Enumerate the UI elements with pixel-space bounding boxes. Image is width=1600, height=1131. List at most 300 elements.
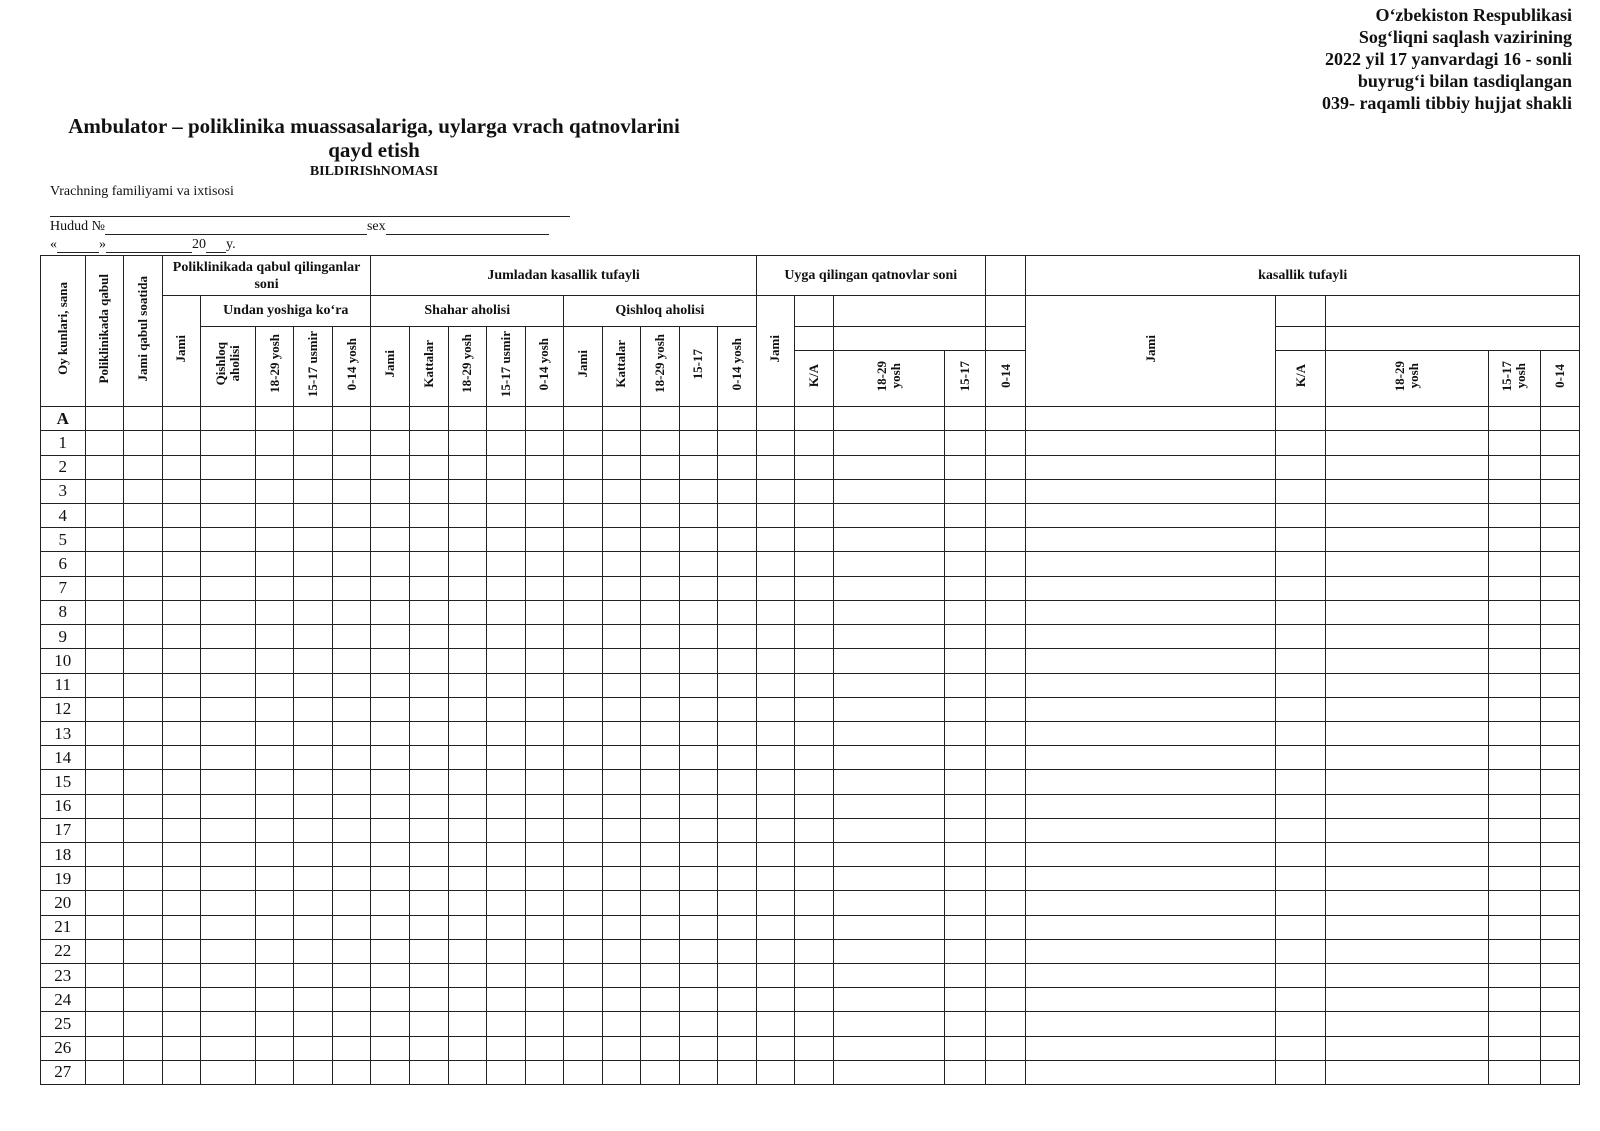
- table-cell[interactable]: [448, 818, 487, 842]
- table-cell[interactable]: [255, 625, 294, 649]
- table-cell[interactable]: [85, 770, 124, 794]
- table-cell[interactable]: [641, 891, 680, 915]
- table-cell[interactable]: [1026, 455, 1275, 479]
- table-cell[interactable]: [85, 842, 124, 866]
- table-cell[interactable]: [679, 939, 718, 963]
- table-cell[interactable]: [641, 552, 680, 576]
- table-cell[interactable]: [255, 939, 294, 963]
- table-cell[interactable]: [718, 697, 757, 721]
- table-cell[interactable]: [641, 455, 680, 479]
- table-cell[interactable]: [718, 842, 757, 866]
- table-cell[interactable]: [124, 455, 163, 479]
- table-cell[interactable]: [564, 963, 603, 987]
- table-cell[interactable]: [1488, 479, 1541, 503]
- date-month-field[interactable]: [106, 239, 192, 253]
- table-cell[interactable]: [795, 431, 834, 455]
- table-cell[interactable]: [756, 891, 795, 915]
- table-cell[interactable]: [564, 625, 603, 649]
- table-cell[interactable]: [1326, 842, 1488, 866]
- table-cell[interactable]: [718, 528, 757, 552]
- table-cell[interactable]: [294, 891, 333, 915]
- table-cell[interactable]: [985, 673, 1026, 697]
- table-cell[interactable]: [201, 600, 256, 624]
- table-cell[interactable]: [945, 479, 986, 503]
- table-cell[interactable]: [564, 455, 603, 479]
- table-cell[interactable]: [1275, 988, 1326, 1012]
- table-cell[interactable]: [833, 697, 945, 721]
- table-cell[interactable]: [332, 867, 371, 891]
- table-cell[interactable]: [795, 794, 834, 818]
- table-cell[interactable]: [679, 746, 718, 770]
- table-cell[interactable]: [679, 431, 718, 455]
- table-cell[interactable]: [679, 625, 718, 649]
- table-cell[interactable]: [833, 721, 945, 745]
- table-cell[interactable]: [795, 770, 834, 794]
- table-cell[interactable]: [1541, 891, 1580, 915]
- table-cell[interactable]: [756, 1060, 795, 1084]
- table-cell[interactable]: [795, 867, 834, 891]
- table-cell[interactable]: [85, 576, 124, 600]
- table-cell[interactable]: [409, 673, 448, 697]
- table-cell[interactable]: [985, 963, 1026, 987]
- table-cell[interactable]: [255, 455, 294, 479]
- table-cell[interactable]: [162, 988, 201, 1012]
- table-cell[interactable]: [1488, 1060, 1541, 1084]
- table-cell[interactable]: [833, 576, 945, 600]
- table-cell[interactable]: [795, 746, 834, 770]
- table-cell[interactable]: [124, 915, 163, 939]
- table-cell[interactable]: [201, 794, 256, 818]
- table-cell[interactable]: [85, 673, 124, 697]
- table-cell[interactable]: [525, 552, 564, 576]
- table-cell[interactable]: [756, 552, 795, 576]
- table-cell[interactable]: [945, 867, 986, 891]
- table-cell[interactable]: [1026, 625, 1275, 649]
- table-cell[interactable]: [201, 1036, 256, 1060]
- table-cell[interactable]: [124, 1012, 163, 1036]
- table-cell[interactable]: [201, 504, 256, 528]
- table-cell[interactable]: [255, 915, 294, 939]
- table-cell[interactable]: [945, 794, 986, 818]
- table-cell[interactable]: [1275, 528, 1326, 552]
- table-cell[interactable]: [641, 1012, 680, 1036]
- table-cell[interactable]: [1488, 818, 1541, 842]
- table-cell[interactable]: [371, 431, 410, 455]
- table-cell[interactable]: [756, 1036, 795, 1060]
- table-cell[interactable]: [679, 818, 718, 842]
- table-cell[interactable]: [641, 721, 680, 745]
- table-cell[interactable]: [833, 625, 945, 649]
- table-cell[interactable]: [487, 479, 526, 503]
- table-cell[interactable]: [1326, 431, 1488, 455]
- table-cell[interactable]: [201, 939, 256, 963]
- table-cell[interactable]: [487, 576, 526, 600]
- table-cell[interactable]: [294, 455, 333, 479]
- table-cell[interactable]: [201, 891, 256, 915]
- table-cell[interactable]: [602, 1012, 641, 1036]
- table-cell[interactable]: [487, 455, 526, 479]
- table-cell[interactable]: [1326, 1036, 1488, 1060]
- table-cell[interactable]: [756, 528, 795, 552]
- table-cell[interactable]: [1488, 649, 1541, 673]
- table-cell[interactable]: [487, 1060, 526, 1084]
- table-cell[interactable]: [795, 625, 834, 649]
- table-cell[interactable]: [124, 528, 163, 552]
- table-cell[interactable]: [564, 746, 603, 770]
- table-cell[interactable]: [564, 867, 603, 891]
- table-cell[interactable]: [85, 697, 124, 721]
- table-cell[interactable]: [833, 455, 945, 479]
- table-cell[interactable]: [945, 576, 986, 600]
- date-day-field[interactable]: [57, 239, 99, 253]
- table-cell[interactable]: [564, 794, 603, 818]
- table-cell[interactable]: [1275, 867, 1326, 891]
- table-cell[interactable]: [602, 818, 641, 842]
- table-cell[interactable]: [679, 697, 718, 721]
- table-cell[interactable]: [294, 794, 333, 818]
- table-cell[interactable]: [124, 818, 163, 842]
- table-cell[interactable]: [201, 528, 256, 552]
- table-cell[interactable]: [487, 794, 526, 818]
- table-cell[interactable]: [564, 673, 603, 697]
- table-cell[interactable]: [602, 455, 641, 479]
- table-cell[interactable]: [162, 576, 201, 600]
- table-cell[interactable]: [833, 770, 945, 794]
- table-cell[interactable]: [718, 479, 757, 503]
- table-cell[interactable]: [1275, 697, 1326, 721]
- table-cell[interactable]: [945, 625, 986, 649]
- table-cell[interactable]: [985, 721, 1026, 745]
- table-cell[interactable]: [795, 649, 834, 673]
- table-cell[interactable]: [371, 455, 410, 479]
- table-cell[interactable]: [833, 963, 945, 987]
- table-cell[interactable]: [409, 963, 448, 987]
- table-cell[interactable]: [602, 625, 641, 649]
- table-cell[interactable]: [602, 1036, 641, 1060]
- table-cell[interactable]: [162, 794, 201, 818]
- table-cell[interactable]: [201, 673, 256, 697]
- sex-field[interactable]: [386, 220, 549, 235]
- table-cell[interactable]: [124, 867, 163, 891]
- table-cell[interactable]: [85, 794, 124, 818]
- table-cell[interactable]: [641, 407, 680, 431]
- table-cell[interactable]: [448, 988, 487, 1012]
- table-cell[interactable]: [201, 770, 256, 794]
- table-cell[interactable]: [945, 988, 986, 1012]
- table-cell[interactable]: [564, 842, 603, 866]
- table-cell[interactable]: [1026, 988, 1275, 1012]
- table-cell[interactable]: [448, 479, 487, 503]
- table-cell[interactable]: [162, 479, 201, 503]
- table-cell[interactable]: [124, 770, 163, 794]
- table-cell[interactable]: [1488, 770, 1541, 794]
- table-cell[interactable]: [1026, 891, 1275, 915]
- table-cell[interactable]: [945, 649, 986, 673]
- table-cell[interactable]: [294, 407, 333, 431]
- table-cell[interactable]: [124, 407, 163, 431]
- table-cell[interactable]: [641, 842, 680, 866]
- table-cell[interactable]: [1326, 407, 1488, 431]
- table-cell[interactable]: [679, 528, 718, 552]
- table-cell[interactable]: [1026, 528, 1275, 552]
- table-cell[interactable]: [756, 576, 795, 600]
- table-cell[interactable]: [487, 842, 526, 866]
- table-cell[interactable]: [255, 1060, 294, 1084]
- table-cell[interactable]: [945, 455, 986, 479]
- table-cell[interactable]: [371, 600, 410, 624]
- table-cell[interactable]: [85, 988, 124, 1012]
- table-cell[interactable]: [85, 818, 124, 842]
- table-cell[interactable]: [162, 963, 201, 987]
- table-cell[interactable]: [371, 891, 410, 915]
- table-cell[interactable]: [1541, 842, 1580, 866]
- table-cell[interactable]: [487, 625, 526, 649]
- table-cell[interactable]: [718, 915, 757, 939]
- table-cell[interactable]: [409, 600, 448, 624]
- table-cell[interactable]: [332, 407, 371, 431]
- table-cell[interactable]: [679, 407, 718, 431]
- table-cell[interactable]: [1488, 746, 1541, 770]
- table-cell[interactable]: [162, 431, 201, 455]
- table-cell[interactable]: [294, 939, 333, 963]
- table-cell[interactable]: [679, 479, 718, 503]
- table-cell[interactable]: [679, 576, 718, 600]
- table-cell[interactable]: [332, 649, 371, 673]
- table-cell[interactable]: [945, 721, 986, 745]
- table-cell[interactable]: [718, 818, 757, 842]
- table-cell[interactable]: [448, 842, 487, 866]
- table-cell[interactable]: [124, 504, 163, 528]
- table-cell[interactable]: [1541, 697, 1580, 721]
- table-cell[interactable]: [602, 1060, 641, 1084]
- table-cell[interactable]: [718, 794, 757, 818]
- table-cell[interactable]: [124, 939, 163, 963]
- table-cell[interactable]: [409, 988, 448, 1012]
- table-cell[interactable]: [1541, 673, 1580, 697]
- table-cell[interactable]: [945, 842, 986, 866]
- table-cell[interactable]: [564, 721, 603, 745]
- table-cell[interactable]: [1488, 891, 1541, 915]
- table-cell[interactable]: [945, 673, 986, 697]
- table-cell[interactable]: [525, 431, 564, 455]
- table-cell[interactable]: [985, 697, 1026, 721]
- table-cell[interactable]: [85, 867, 124, 891]
- table-cell[interactable]: [1275, 600, 1326, 624]
- table-cell[interactable]: [525, 625, 564, 649]
- table-cell[interactable]: [294, 746, 333, 770]
- table-cell[interactable]: [564, 552, 603, 576]
- table-cell[interactable]: [718, 939, 757, 963]
- table-cell[interactable]: [641, 770, 680, 794]
- table-cell[interactable]: [945, 770, 986, 794]
- table-cell[interactable]: [1541, 407, 1580, 431]
- table-cell[interactable]: [332, 770, 371, 794]
- table-cell[interactable]: [641, 1060, 680, 1084]
- table-cell[interactable]: [448, 794, 487, 818]
- table-cell[interactable]: [1541, 963, 1580, 987]
- table-cell[interactable]: [85, 1012, 124, 1036]
- table-cell[interactable]: [409, 867, 448, 891]
- table-cell[interactable]: [525, 407, 564, 431]
- table-cell[interactable]: [1275, 552, 1326, 576]
- table-cell[interactable]: [1326, 673, 1488, 697]
- table-cell[interactable]: [1275, 746, 1326, 770]
- table-cell[interactable]: [448, 625, 487, 649]
- table-cell[interactable]: [679, 455, 718, 479]
- table-cell[interactable]: [255, 697, 294, 721]
- table-cell[interactable]: [1488, 504, 1541, 528]
- table-cell[interactable]: [641, 746, 680, 770]
- table-cell[interactable]: [833, 1060, 945, 1084]
- table-cell[interactable]: [602, 552, 641, 576]
- table-cell[interactable]: [487, 673, 526, 697]
- table-cell[interactable]: [641, 528, 680, 552]
- table-cell[interactable]: [756, 988, 795, 1012]
- table-cell[interactable]: [1026, 504, 1275, 528]
- table-cell[interactable]: [294, 842, 333, 866]
- table-cell[interactable]: [1541, 1060, 1580, 1084]
- table-cell[interactable]: [833, 673, 945, 697]
- table-cell[interactable]: [985, 915, 1026, 939]
- table-cell[interactable]: [1026, 842, 1275, 866]
- table-cell[interactable]: [124, 891, 163, 915]
- table-cell[interactable]: [332, 1012, 371, 1036]
- table-cell[interactable]: [409, 625, 448, 649]
- table-cell[interactable]: [564, 407, 603, 431]
- table-cell[interactable]: [1326, 988, 1488, 1012]
- table-cell[interactable]: [487, 818, 526, 842]
- table-cell[interactable]: [162, 625, 201, 649]
- table-cell[interactable]: [525, 528, 564, 552]
- table-cell[interactable]: [201, 552, 256, 576]
- table-cell[interactable]: [679, 673, 718, 697]
- table-cell[interactable]: [255, 770, 294, 794]
- table-cell[interactable]: [124, 431, 163, 455]
- table-cell[interactable]: [124, 963, 163, 987]
- table-cell[interactable]: [201, 915, 256, 939]
- table-cell[interactable]: [409, 915, 448, 939]
- table-cell[interactable]: [332, 891, 371, 915]
- table-cell[interactable]: [1026, 600, 1275, 624]
- table-cell[interactable]: [833, 479, 945, 503]
- table-cell[interactable]: [371, 697, 410, 721]
- table-cell[interactable]: [679, 600, 718, 624]
- table-cell[interactable]: [525, 673, 564, 697]
- table-cell[interactable]: [985, 842, 1026, 866]
- table-cell[interactable]: [1275, 504, 1326, 528]
- table-cell[interactable]: [1488, 721, 1541, 745]
- table-cell[interactable]: [294, 867, 333, 891]
- table-cell[interactable]: [679, 988, 718, 1012]
- table-cell[interactable]: [1541, 600, 1580, 624]
- table-cell[interactable]: [525, 746, 564, 770]
- table-cell[interactable]: [85, 746, 124, 770]
- table-cell[interactable]: [201, 963, 256, 987]
- table-cell[interactable]: [448, 649, 487, 673]
- table-cell[interactable]: [85, 939, 124, 963]
- table-cell[interactable]: [448, 600, 487, 624]
- table-cell[interactable]: [1541, 649, 1580, 673]
- table-cell[interactable]: [1488, 625, 1541, 649]
- table-cell[interactable]: [679, 721, 718, 745]
- table-cell[interactable]: [255, 479, 294, 503]
- table-cell[interactable]: [1275, 625, 1326, 649]
- table-cell[interactable]: [448, 431, 487, 455]
- table-cell[interactable]: [945, 891, 986, 915]
- table-cell[interactable]: [409, 794, 448, 818]
- table-cell[interactable]: [525, 1060, 564, 1084]
- table-cell[interactable]: [487, 939, 526, 963]
- table-cell[interactable]: [255, 842, 294, 866]
- table-cell[interactable]: [1275, 1036, 1326, 1060]
- table-cell[interactable]: [1541, 794, 1580, 818]
- table-cell[interactable]: [756, 504, 795, 528]
- table-cell[interactable]: [294, 988, 333, 1012]
- table-cell[interactable]: [525, 988, 564, 1012]
- table-cell[interactable]: [1541, 431, 1580, 455]
- table-cell[interactable]: [833, 842, 945, 866]
- table-cell[interactable]: [255, 649, 294, 673]
- table-cell[interactable]: [255, 963, 294, 987]
- table-cell[interactable]: [1326, 600, 1488, 624]
- table-cell[interactable]: [718, 455, 757, 479]
- table-cell[interactable]: [332, 794, 371, 818]
- table-cell[interactable]: [294, 431, 333, 455]
- table-cell[interactable]: [718, 988, 757, 1012]
- table-cell[interactable]: [332, 576, 371, 600]
- table-cell[interactable]: [294, 673, 333, 697]
- table-cell[interactable]: [1541, 552, 1580, 576]
- table-cell[interactable]: [371, 504, 410, 528]
- table-cell[interactable]: [679, 891, 718, 915]
- table-cell[interactable]: [756, 697, 795, 721]
- table-cell[interactable]: [332, 818, 371, 842]
- table-cell[interactable]: [795, 504, 834, 528]
- table-cell[interactable]: [332, 552, 371, 576]
- table-cell[interactable]: [332, 697, 371, 721]
- table-cell[interactable]: [1326, 528, 1488, 552]
- table-cell[interactable]: [409, 552, 448, 576]
- table-cell[interactable]: [201, 431, 256, 455]
- table-cell[interactable]: [641, 576, 680, 600]
- table-cell[interactable]: [985, 479, 1026, 503]
- table-cell[interactable]: [833, 891, 945, 915]
- doctor-name-field[interactable]: [50, 216, 570, 217]
- table-cell[interactable]: [718, 625, 757, 649]
- table-cell[interactable]: [409, 770, 448, 794]
- table-cell[interactable]: [718, 552, 757, 576]
- table-cell[interactable]: [162, 504, 201, 528]
- table-cell[interactable]: [487, 891, 526, 915]
- table-cell[interactable]: [525, 479, 564, 503]
- table-cell[interactable]: [371, 625, 410, 649]
- table-cell[interactable]: [201, 576, 256, 600]
- table-cell[interactable]: [448, 697, 487, 721]
- table-cell[interactable]: [255, 1036, 294, 1060]
- table-cell[interactable]: [162, 746, 201, 770]
- table-cell[interactable]: [1026, 915, 1275, 939]
- table-cell[interactable]: [162, 455, 201, 479]
- table-cell[interactable]: [1275, 721, 1326, 745]
- table-cell[interactable]: [641, 915, 680, 939]
- table-cell[interactable]: [795, 1012, 834, 1036]
- table-cell[interactable]: [162, 891, 201, 915]
- table-cell[interactable]: [201, 842, 256, 866]
- table-cell[interactable]: [294, 576, 333, 600]
- table-cell[interactable]: [985, 407, 1026, 431]
- table-cell[interactable]: [371, 1060, 410, 1084]
- table-cell[interactable]: [795, 1036, 834, 1060]
